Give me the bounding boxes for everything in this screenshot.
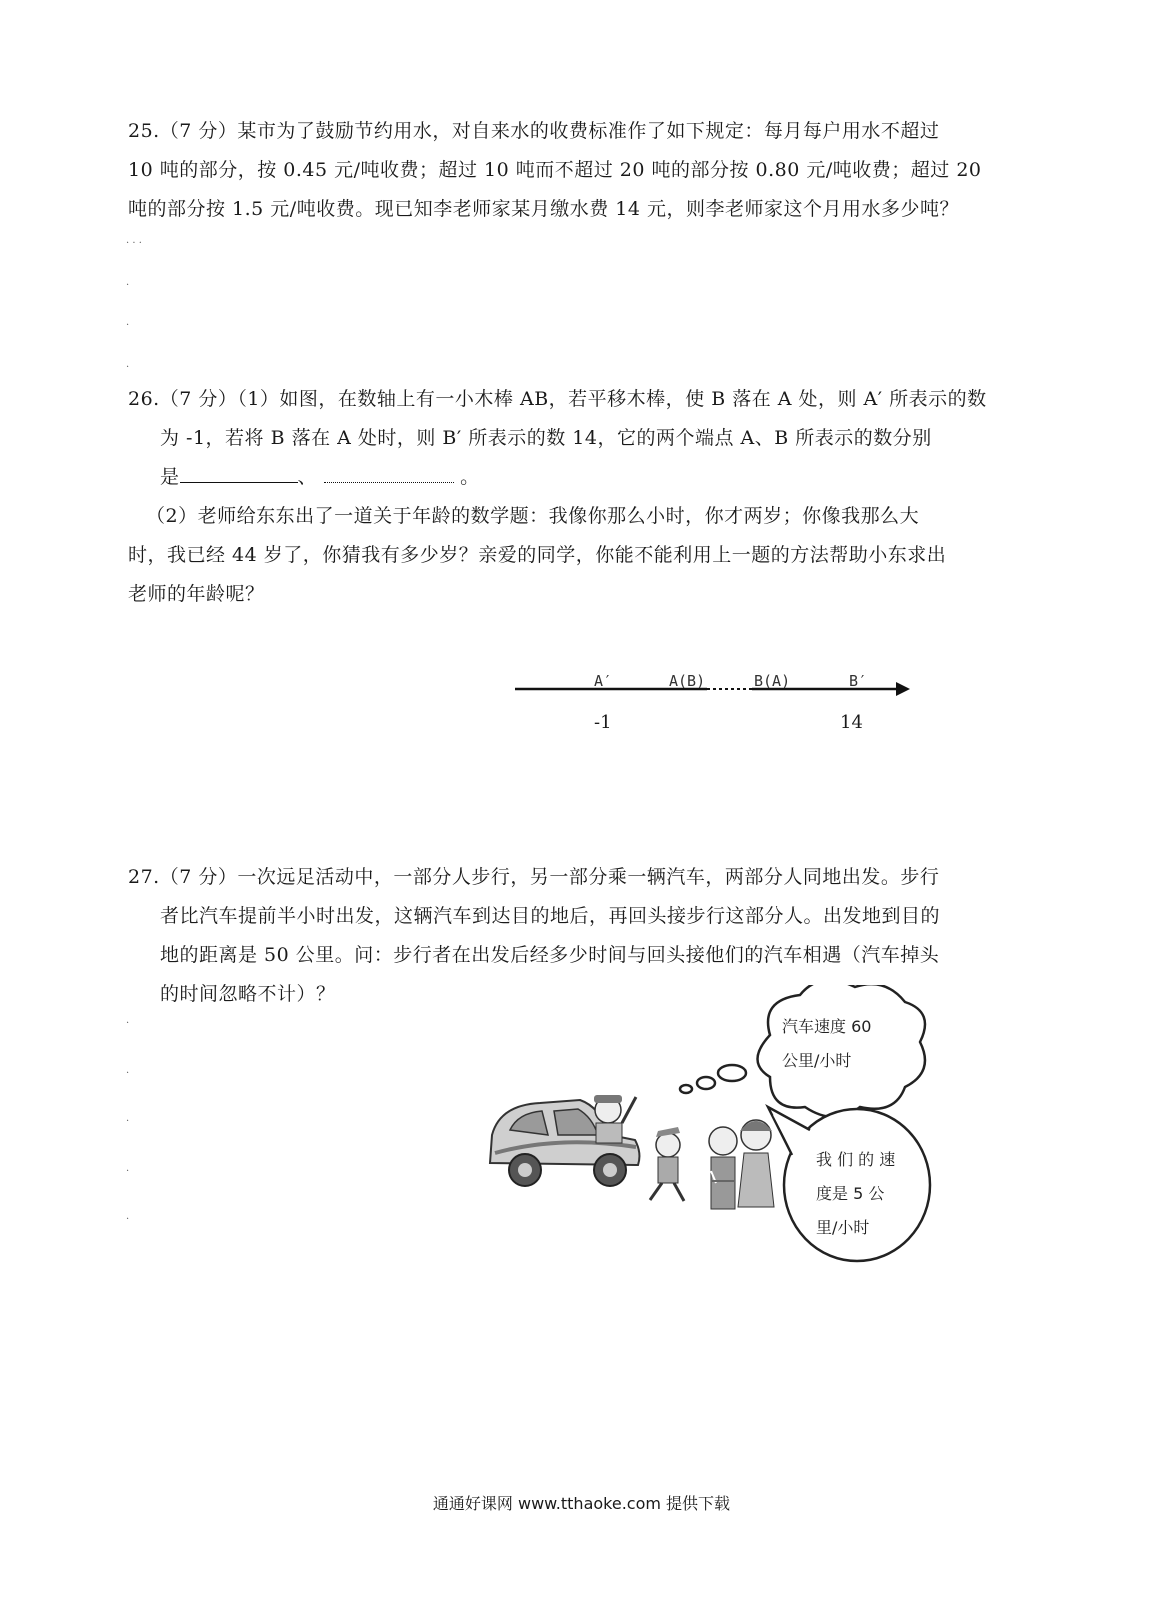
children-icon	[709, 1120, 774, 1209]
q27-line-2: 者比汽车提前半小时出发，这辆汽车到达目的地后，再回头接步行这部分人。出发地到目的	[160, 905, 941, 927]
label-a-b: A(B)	[669, 672, 706, 690]
q25-line-3: 吨的部分按 1.5 元/吨收费。现已知李老师家某月缴水费 14 元，则李老师家这个月用水多少吨？	[128, 198, 959, 220]
q26-prefix: 是	[160, 466, 180, 488]
q26-separator: 、	[297, 466, 318, 488]
q27-line-3: 地的距离是 50 公里。问：步行者在出发后经多少时间与回头接他们的汽车相遇（汽车掉头	[160, 944, 940, 966]
answer-blank-a[interactable]	[180, 462, 298, 483]
car-speed-line-1: 汽车速度 60	[782, 1017, 872, 1036]
q26-part2-line-3: 老师的年龄呢？	[128, 583, 265, 605]
label-b-a: B(A)	[754, 672, 791, 690]
answer-space-mark: ·	[126, 280, 130, 291]
number-minus-one: -1	[594, 712, 612, 733]
q26-line-2: 为 -1，若将 B 落在 A 处时，则 B′ 所表示的数 14，它的两个端点 A、B 所表示的数分别	[160, 427, 932, 449]
answer-space-mark: ·	[126, 1166, 130, 1177]
q27-line-1: 27.（7 分）一次远足活动中，一部分人步行，另一部分乘一辆汽车，两部分人同地出发。步行	[128, 866, 940, 888]
answer-space-mark: ·	[126, 1018, 130, 1029]
walker-speed-line-2: 度是 5 公	[816, 1184, 885, 1203]
q26-end: 。	[460, 466, 480, 488]
number-fourteen: 14	[840, 712, 863, 733]
q26-line-1: 26.（7 分）（1）如图，在数轴上有一小木棒 AB，若平移木棒，使 B 落在 A 处，则 A′ 所表示的数	[128, 388, 987, 410]
q26-part2-line-2: 时，我已经 44 岁了，你猜我有多少岁？亲爱的同学，你能不能利用上一题的方法帮助小东求出	[128, 544, 947, 566]
answer-space-mark: ·	[126, 1214, 130, 1225]
answer-blank-b[interactable]	[324, 462, 454, 483]
car-speed-bubble	[782, 1010, 871, 1078]
number-line-diagram	[512, 668, 912, 748]
car-speed-line-2: 公里/小时	[782, 1051, 852, 1070]
walker-speed-line-1: 我 们 的 速	[816, 1150, 896, 1169]
walking-child-icon	[650, 1127, 684, 1201]
question-25	[128, 112, 1008, 229]
answer-space-mark: ·	[126, 362, 130, 373]
label-a-prime: A′	[594, 672, 613, 690]
q26-part2-line-1: （2）老师给东东出了一道关于年龄的数学题：我像你那么小时，你才两岁；你像我那么大	[146, 505, 920, 527]
question-26	[128, 380, 1008, 614]
driver-icon	[594, 1095, 636, 1143]
page-footer: 通通好课网 www.tthaoke.com 提供下载	[432, 1494, 731, 1513]
q25-line-2: 10 吨的部分，按 0.45 元/吨收费；超过 10 吨而不超过 20 吨的部分按 0.80 元/吨收费；超过 20	[128, 159, 982, 181]
answer-space-mark: ·	[126, 1116, 130, 1127]
q25-line-1: 25.（7 分）某市为了鼓励节约用水，对自来水的收费标准作了如下规定：每月每户用水不超过	[128, 120, 940, 142]
q27-line-4: 的时间忽略不计）？	[160, 983, 336, 1005]
walker-speed-line-3: 里/小时	[816, 1218, 870, 1237]
answer-space-mark: ·	[126, 1068, 130, 1079]
q26-line-3	[128, 458, 1008, 497]
walker-speed-bubble	[816, 1143, 895, 1245]
answer-space-mark: · · ·	[126, 238, 142, 249]
answer-space-mark: ·	[126, 320, 130, 331]
label-b-prime: B′	[849, 672, 868, 690]
